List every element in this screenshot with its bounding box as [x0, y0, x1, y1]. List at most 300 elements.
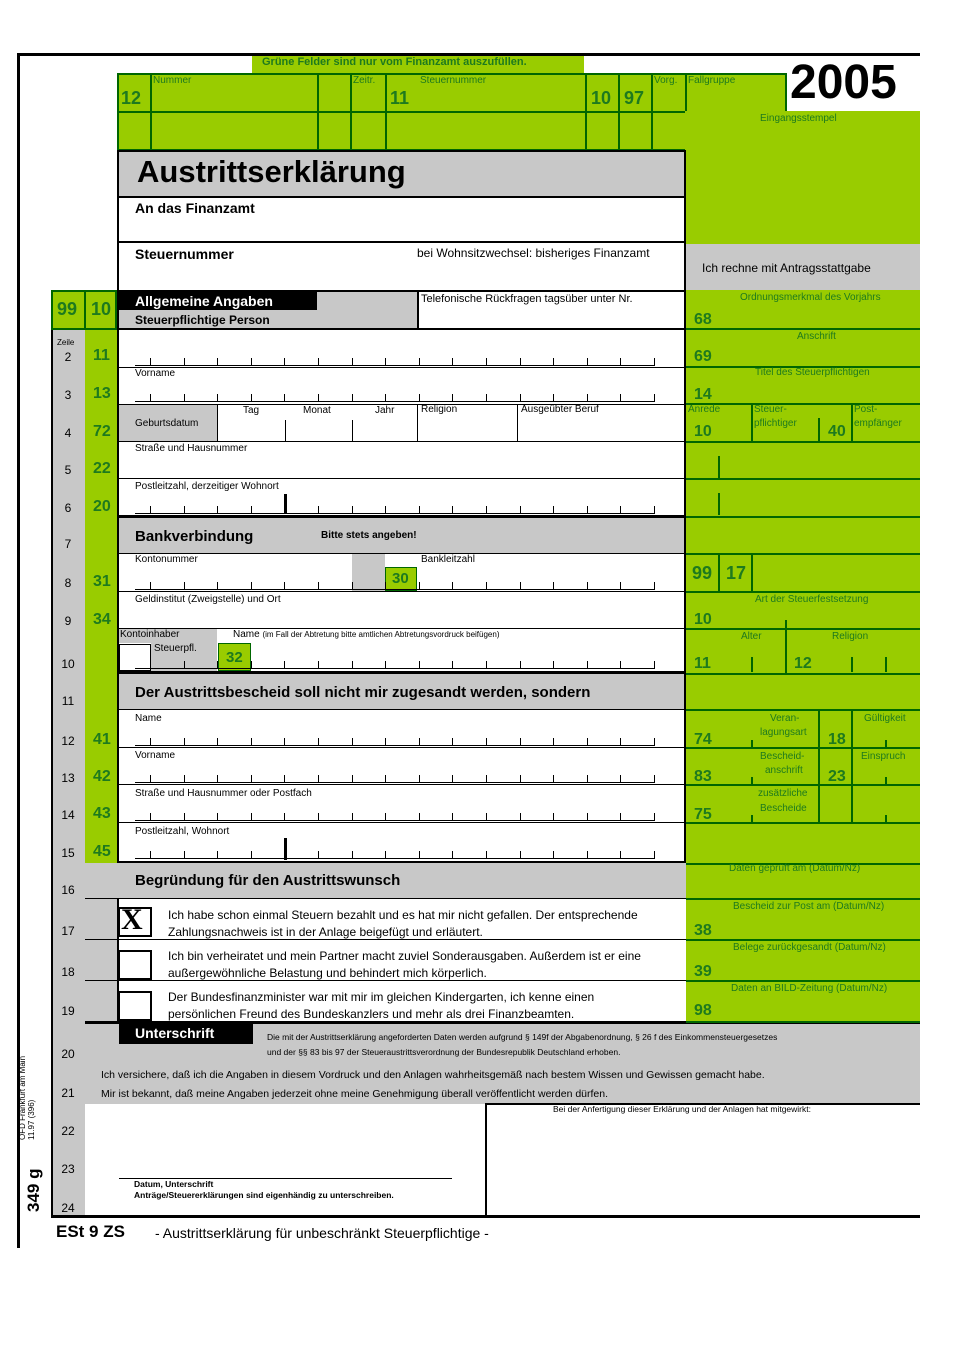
row-3-code: 13 [93, 385, 111, 402]
beruf-field[interactable] [518, 415, 684, 440]
code-32: 32 [226, 649, 243, 666]
row-5-code: 22 [93, 460, 111, 477]
comb-tick [150, 851, 151, 859]
unterschrift-title: Unterschrift [135, 1025, 215, 1041]
comb-tick [587, 394, 588, 402]
row-20: 20 [61, 1047, 75, 1061]
comb-tick [620, 775, 621, 783]
comb-line [135, 513, 655, 514]
comb-tick [150, 813, 151, 821]
comb-tick [318, 813, 319, 821]
bescheid-vorname-field[interactable] [119, 762, 684, 784]
reason-2-line-2: außergewöhnliche Belastung und behindert mich körperlich. [168, 966, 487, 980]
comb-tick [385, 506, 386, 514]
comb-tick [184, 775, 185, 783]
code-38: 38 [694, 922, 712, 939]
reason-3-line-2: persönlichen Freund des Bundeskanzlers und mehr als drei Finanzbeamten. [168, 1007, 575, 1021]
religion-label: Religion [421, 404, 458, 415]
reason-2-line-1: Ich bin verheiratet und mein Partner macht zuviel Sonderausgaben. Außerdem ist er eine [168, 949, 641, 963]
code-40: 40 [828, 423, 846, 440]
comb-tick [184, 738, 185, 746]
comb-tick [520, 506, 521, 514]
row-10: 10 [61, 657, 75, 671]
right-grid-tick [751, 553, 753, 591]
comb-tick [217, 813, 218, 821]
comb-line [135, 668, 655, 669]
right-grid-line [686, 747, 920, 749]
code-98: 98 [694, 1002, 712, 1019]
comb-line [135, 401, 655, 402]
besch-label-1: Bescheid- [760, 751, 805, 762]
right-grid-tick [751, 404, 753, 441]
footer-code: ESt 9 ZS [56, 1222, 125, 1241]
comb-tick [587, 506, 588, 514]
comb-tick [251, 394, 252, 402]
right-grid-line [686, 478, 920, 480]
tel-label: Telefonische Rückfragen tagsüber unter Nr. [421, 293, 633, 305]
comb-tick [419, 775, 420, 783]
reason-3-checkbox[interactable] [118, 991, 152, 1021]
row-8: 8 [64, 576, 72, 590]
anrede-label: Anrede [688, 404, 721, 415]
comb-tick [486, 813, 487, 821]
comb-tick [587, 775, 588, 783]
code-99-right: 99 [692, 563, 713, 583]
zeile-label: Zeile [57, 338, 75, 347]
comb-tick [520, 775, 521, 783]
comb-tick [217, 738, 218, 746]
right-grid-tick [885, 777, 887, 784]
comb-tick [553, 394, 554, 402]
bescheid-name-field[interactable] [119, 725, 684, 747]
code-97: 97 [624, 88, 645, 108]
reason-1-line-1: Ich habe schon einmal Steuern bezahlt und es hat mir nicht gefallen. Der entsprechende [168, 908, 638, 922]
comb-tick [620, 813, 621, 821]
geburtsdatum-field[interactable] [218, 415, 416, 440]
besch-label-2: anschrift [765, 765, 803, 776]
einspruch-label: Einspruch [861, 751, 906, 762]
plz-label: Postleitzahl, derzeitiger Wohnort [135, 481, 279, 492]
right-grid-tick [851, 709, 853, 822]
comb-tick [318, 775, 319, 783]
comb-tick [184, 582, 185, 590]
datenschutz-1: Die mit der Austrittserklärung angeforderten Daten werden aufgrund § 149f der Abgabenordnung, § 26 f des Einkommensteuergesetzes [267, 1032, 778, 1042]
reason-2-checkbox[interactable] [118, 950, 152, 980]
comb-line [135, 745, 655, 746]
comb-tick [284, 775, 285, 783]
comb-tick [284, 506, 285, 514]
right-grid-tick [818, 418, 820, 441]
comb-tick [587, 661, 588, 669]
comb-tick [452, 394, 453, 402]
right-grid-tick [751, 815, 753, 822]
religion-field[interactable] [418, 415, 516, 440]
comb-tick [654, 358, 655, 366]
comb-tick [150, 738, 151, 746]
comb-line [135, 365, 655, 366]
comb-tick [352, 582, 353, 590]
row-3: 3 [64, 388, 72, 402]
label-vorg: Vorg. [654, 75, 678, 86]
comb-tick [419, 851, 420, 859]
code-75: 75 [694, 806, 712, 823]
comb-tick [385, 851, 386, 859]
comb-tick [184, 851, 185, 859]
comb-tick [318, 506, 319, 514]
inhaber-label: Kontoinhaber [120, 629, 180, 640]
wohnsitz-label: bei Wohnsitzwechsel: bisheriges Finanzamt [417, 246, 650, 260]
reason-3-line-1: Der Bundesfinanzminister war mit mir im gleichen Kindergarten, ich kenne einen [168, 990, 595, 1004]
bescheid-vorname-label: Vorname [135, 750, 176, 761]
alter-label: Alter [741, 631, 762, 642]
titel-label: Titel des Steuerpflichtigen [755, 367, 870, 378]
stpfl-label-2: pflichtiger [754, 418, 797, 429]
comb-tick [620, 661, 621, 669]
comb-tick [419, 506, 420, 514]
comb-tick [284, 394, 285, 402]
comb-tick [419, 813, 420, 821]
comb-tick [520, 582, 521, 590]
institut-field[interactable] [119, 606, 684, 628]
row-2-code: 11 [93, 347, 110, 364]
comb-tick [385, 775, 386, 783]
comb-tick [587, 851, 588, 859]
comb-tick [553, 738, 554, 746]
right-grid-tick [751, 657, 753, 672]
row-17: 17 [61, 924, 75, 938]
mitgewirkt-field[interactable] [489, 1118, 917, 1212]
label-eingangsstempel: Eingangsstempel [760, 113, 837, 124]
row-9-code: 34 [93, 611, 111, 628]
right-grid-line [686, 591, 920, 593]
comb-tick [486, 738, 487, 746]
comb-line [135, 820, 655, 821]
datenschutz-2: und der §§ 83 bis 97 der Steueraustrittsverordnung der Bundesrepublik Deutschland erhoben. [267, 1047, 621, 1057]
geburtsdatum-label: Geburtsdatum [135, 418, 199, 429]
comb-tick [318, 358, 319, 366]
steuernummer-label: Steuernummer [135, 246, 234, 262]
comb-tick [352, 775, 353, 783]
code-68: 68 [694, 311, 712, 328]
comb-tick [150, 661, 151, 669]
comb-tick [452, 506, 453, 514]
right-grid-line [686, 784, 920, 786]
versicherung-2: Mir ist bekannt, daß meine Angaben jederzeit ohne meine Genehmigung überall veröffentlicht werden dürfen. [101, 1088, 609, 1100]
code-11: 11 [390, 88, 410, 108]
konto-field[interactable] [119, 566, 351, 590]
row-6-code: 20 [93, 498, 111, 515]
comb-tick [486, 582, 487, 590]
right-grid-tick [718, 456, 720, 478]
right-grid-line [686, 980, 920, 982]
comb-tick [318, 582, 319, 590]
code-12: 12 [121, 88, 142, 108]
comb-tick [184, 813, 185, 821]
code-14: 14 [694, 386, 712, 403]
comb-tick [452, 738, 453, 746]
bescheid-plz-label: Postleitzahl, Wohnort [135, 826, 230, 837]
begruendung-title: Begründung für den Austrittswunsch [135, 872, 401, 889]
jahr-label: Jahr [375, 405, 395, 416]
comb-tick [452, 582, 453, 590]
comb-tick [385, 394, 386, 402]
bank-title: Bankverbindung [135, 528, 254, 545]
right-grid-tick [818, 709, 820, 822]
religion-right-label: Religion [832, 631, 869, 642]
row-9: 9 [64, 614, 72, 628]
comb-tick [486, 358, 487, 366]
comb-tick [486, 394, 487, 402]
right-grid-line [686, 516, 920, 518]
post-label-1: Post- [854, 404, 878, 415]
right-grid-tick [751, 740, 753, 747]
comb-tick [620, 851, 621, 859]
comb-tick [486, 851, 487, 859]
finanzamt-field[interactable] [119, 215, 684, 241]
code-10-anrede: 10 [694, 423, 712, 440]
blz-field[interactable] [418, 566, 684, 590]
right-grid-line [686, 1021, 920, 1023]
row-11: 11 [61, 694, 75, 708]
right-grid-line [686, 673, 920, 675]
right-grid-tick [885, 657, 887, 672]
row-19: 19 [61, 1004, 75, 1018]
comb-tick [385, 738, 386, 746]
bild-label: Daten an BILD-Zeitung (Datum/Nz) [731, 983, 888, 994]
comb-tick [452, 813, 453, 821]
comb-tick [520, 813, 521, 821]
code-18: 18 [828, 731, 846, 748]
veran-label-1: Veran- [770, 713, 800, 724]
comb-tick [251, 582, 252, 590]
versicherung-1: Ich versichere, daß ich die Angaben in diesem Vordruck und den Anlagen wahrheitsgemäß nach bestem Wissen und Gewissen gemacht habe. [101, 1069, 765, 1081]
comb-tick [654, 775, 655, 783]
anschrift-label: Anschrift [797, 331, 836, 342]
beruf-label: Ausgeübter Beruf [521, 404, 599, 415]
comb-tick [654, 506, 655, 514]
comb-tick [352, 851, 353, 859]
inhaber-checkbox[interactable] [119, 644, 151, 671]
comb-tick [620, 358, 621, 366]
comb-tick [150, 582, 151, 590]
comb-tick [352, 506, 353, 514]
footer-desc: - Austrittserklärung für unbeschränkt Steuerpflichtige - [155, 1225, 489, 1241]
monat-label: Monat [303, 405, 331, 416]
comb-tick [352, 661, 353, 669]
antrag-label: Ich rechne mit Antragsstattgabe [702, 261, 871, 275]
geprueft-label: Daten geprüft am (Datum/Nz) [729, 863, 861, 874]
right-grid-tick [885, 740, 887, 747]
code-23: 23 [828, 768, 846, 785]
comb-tick [419, 394, 420, 402]
allgemein-title: Allgemeine Angaben [135, 293, 273, 309]
comb-tick [217, 506, 218, 514]
row-12: 12 [61, 734, 75, 748]
comb-tick [150, 358, 151, 366]
strasse-field[interactable] [119, 455, 684, 478]
comb-tick [251, 813, 252, 821]
comb-tick [217, 851, 218, 859]
comb-tick [385, 358, 386, 366]
comb-tick [452, 851, 453, 859]
comb-tick [217, 394, 218, 402]
comb-tick [318, 394, 319, 402]
comb-tick [520, 394, 521, 402]
row-7: 7 [64, 537, 72, 551]
veran-label-2: lagungsart [760, 727, 807, 738]
row-5: 5 [64, 463, 72, 477]
row-13: 13 [61, 771, 75, 785]
row-23: 23 [61, 1162, 75, 1176]
label-zeitr: Zeitr. [353, 75, 376, 86]
comb-tick [318, 851, 319, 859]
label-steuernummer: Steuernummer [420, 75, 487, 86]
comb-tick [184, 394, 185, 402]
blz-label: Bankleitzahl [421, 554, 475, 565]
row-18: 18 [61, 965, 75, 979]
code-30: 30 [392, 570, 409, 587]
mitgewirkt-label: Bei der Anfertigung dieser Erklärung und der Anlagen hat mitgewirkt: [553, 1104, 811, 1114]
comb-tick [251, 661, 252, 669]
comb-tick [620, 394, 621, 402]
code-10-header: 10 [591, 88, 612, 108]
comb-tick [654, 851, 655, 859]
comb-tick [150, 775, 151, 783]
comb-tick [654, 813, 655, 821]
antraege-label: Anträge/Steuererklärungen sind eigenhändig zu unterschreiben. [134, 1190, 394, 1200]
comb-tick [385, 582, 386, 590]
name-note: Name (im Fall der Abtretung bitte amtlichen Abtretungsvordruck beifügen) [233, 629, 500, 640]
comb-tick [452, 775, 453, 783]
comb-tick [284, 582, 285, 590]
right-grid-line [686, 553, 920, 555]
row-21: 21 [61, 1086, 75, 1100]
row-4-code: 72 [93, 423, 111, 440]
code-39: 39 [694, 963, 712, 980]
code-10-art: 10 [694, 611, 712, 628]
comb-tick [553, 813, 554, 821]
right-grid-line [686, 441, 920, 443]
right-grid-line [686, 898, 920, 900]
name-field[interactable] [119, 330, 684, 367]
bank-note: Bitte stets angeben! [321, 530, 417, 541]
code-12-right: 12 [794, 655, 812, 672]
bescheid-strasse-label: Straße und Hausnummer oder Postfach [135, 788, 312, 799]
eingangsstempel-box [685, 111, 920, 244]
an-das-finanzamt: An das Finanzamt [135, 200, 255, 216]
comb-tick [419, 738, 420, 746]
signature-field[interactable] [119, 1106, 483, 1176]
right-grid-tick [885, 815, 887, 822]
comb-tick [587, 582, 588, 590]
comb-tick [520, 851, 521, 859]
reason-1-line-2: Zahlungsnachweis ist in der Anlage beigefügt und erläutert. [168, 925, 483, 939]
row-14-code: 43 [93, 805, 111, 822]
comb-tick [150, 506, 151, 514]
comb-tick [284, 851, 285, 859]
right-grid-tick [718, 493, 720, 515]
zus-label-1: zusätzliche [758, 788, 808, 799]
comb-tick [620, 582, 621, 590]
row-15-code: 45 [93, 843, 111, 860]
form-number: 349 g [24, 1168, 43, 1212]
comb-tick [251, 738, 252, 746]
reason-1-mark: X [121, 903, 143, 936]
konto-label: Kontonummer [135, 554, 198, 565]
comb-tick [284, 813, 285, 821]
comb-tick [352, 813, 353, 821]
comb-tick [452, 661, 453, 669]
comb-tick [654, 661, 655, 669]
comb-line [135, 589, 655, 590]
steuerpfl-label: Steuerpfl. [154, 643, 197, 654]
green-note: Grüne Felder sind nur vom Finanzamt auszufüllen. [262, 56, 527, 68]
zus-label-2: Bescheide [760, 803, 807, 814]
row-15: 15 [61, 846, 75, 860]
comb-tick [553, 358, 554, 366]
comb-tick [217, 582, 218, 590]
comb-tick [318, 738, 319, 746]
row-22: 22 [61, 1124, 75, 1138]
comb-tick [284, 358, 285, 366]
right-grid-tick [718, 553, 720, 591]
comb-tick [352, 358, 353, 366]
ofd-label-2: 11.97 (396) [27, 1099, 36, 1140]
comb-tick [486, 506, 487, 514]
right-grid-tick [785, 620, 787, 673]
row-4: 4 [64, 426, 72, 440]
comb-tick [385, 813, 386, 821]
comb-tick [587, 738, 588, 746]
comb-tick [251, 775, 252, 783]
comb-tick [520, 358, 521, 366]
plz-field[interactable] [119, 493, 684, 515]
comb-tick [284, 661, 285, 669]
comb-tick [251, 358, 252, 366]
form-title: Austrittserklärung [137, 154, 406, 189]
row-12-code: 41 [93, 731, 111, 748]
comb-tick [217, 775, 218, 783]
comb-tick [520, 661, 521, 669]
post-label-2: empfänger [854, 418, 902, 429]
comb-tick [419, 358, 420, 366]
comb-line [135, 858, 655, 859]
row-16: 16 [61, 883, 75, 897]
label-fallgruppe: Fallgruppe [688, 75, 736, 86]
right-grid-line [686, 328, 920, 330]
comb-tick [620, 738, 621, 746]
comb-tick [251, 506, 252, 514]
bescheid-title: Der Austrittsbescheid soll nicht mir zugesandt werden, sondern [135, 684, 591, 701]
strasse-label: Straße und Hausnummer [135, 443, 248, 454]
bescheid-strasse-field[interactable] [119, 800, 684, 822]
belege-label: Belege zurückgesandt (Datum/Nz) [733, 942, 886, 953]
comb-tick [553, 851, 554, 859]
comb-tick [587, 358, 588, 366]
allgemein-sub: Steuerpflichtige Person [135, 313, 270, 327]
row-2: 2 [64, 350, 72, 364]
code-17: 17 [726, 563, 747, 583]
right-grid-tick [751, 777, 753, 784]
datum-label: Datum, Unterschrift [134, 1179, 214, 1189]
comb-tick [184, 506, 185, 514]
stpfl-label-1: Steuer- [754, 404, 787, 415]
right-grid-line [686, 403, 920, 405]
row-6: 6 [64, 501, 72, 515]
institut-label: Geldinstitut (Zweigstelle) und Ort [135, 594, 281, 605]
comb-tick [553, 661, 554, 669]
code-69: 69 [694, 348, 712, 365]
